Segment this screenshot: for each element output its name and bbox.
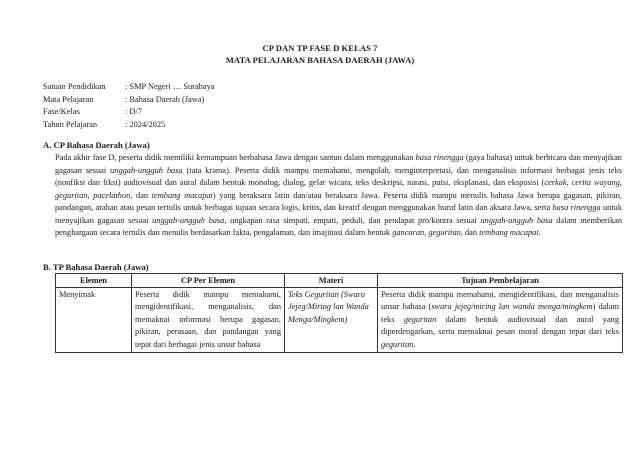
italic-term: geguritan	[428, 228, 461, 237]
meta-value: : Bahasa Daerah (Jawa)	[125, 94, 205, 104]
meta-value: : D/7	[125, 107, 142, 116]
italic-term: tembang macapat	[151, 190, 213, 200]
tp-table	[55, 273, 623, 353]
text-run: dalam memberikan penghargaan secara tertulis dan menulis berdasarkan fakta, pengalaman, dan imajinasi dalam bentuk	[55, 215, 622, 237]
header-cp-per-elemen: CP Per Elemen	[132, 274, 285, 288]
text-run: .	[538, 228, 541, 237]
section-a-heading: A. CP Bahasa Daerah (Jawa)	[43, 140, 150, 150]
text-run: Pada akhir fase D, peserta didik memiliki kemampuan berbahasa Jawa dengan santun dalam menggunakan	[55, 153, 416, 162]
italic-term: cerkak	[544, 178, 567, 187]
italic-term: swara jejeg/miring lan wanda menga/mingkem	[431, 302, 593, 312]
italic-term: basa rinengga	[552, 203, 601, 212]
meta-row	[43, 81, 214, 94]
italic-term: pacelathon	[93, 190, 131, 200]
text-run: ,	[566, 178, 572, 187]
text-run: (tata krama). Peserta didik mampu memahami, mengolah, menginterpretasi, dan menganalisis informasi berbagai jenis teks (nonfiksi dan fiksi) audiovisual dan aural dalam bentuk monolog, dialog, gelar wicara, teks deskripsi, narasi, puisi, eksplanasi, dan eksposisi (	[55, 165, 622, 187]
text-run: ,	[619, 178, 622, 187]
text-run: untuk menyajikan gagasan sesuai	[55, 203, 623, 225]
identity-block	[43, 81, 214, 131]
italic-term: unggah-ungguh basa	[110, 165, 183, 175]
section-b-heading: B. TP Bahasa Daerah (Jawa)	[43, 262, 149, 272]
meta-row	[43, 106, 214, 119]
table-header-row	[56, 274, 623, 288]
meta-label: Mata Pelajaran	[43, 94, 94, 104]
text-run: ) yang beraksara latin dan/atau beraksara Jawa. Peserta didik mampu menulis bahasa Jawa berupa gagasan, pikiran, pandangan, arahan atau pesan tertulis untuk berbagai tujuan secara logis, kritis, dan kreatif dengan menggunakan huruf latin dan aksara Jawa, serta	[55, 190, 622, 212]
cell-elemen: Menyimak	[56, 288, 132, 353]
text-run: (gaya bahasa) untuk berbicara dan menyajikan gagasan sesuai	[55, 153, 622, 175]
italic-term: gancaran	[392, 228, 425, 237]
text-run: , dan	[460, 228, 480, 237]
meta-row	[43, 94, 214, 107]
text-run: , ungkapan rasa simpati, empati, peduli, dan pendapat pro/kontra sesuai	[224, 215, 481, 225]
document-subtitle: MATA PELAJARAN BAHASA DAERAH (JAWA)	[225, 55, 415, 65]
italic-term: tembang macapat	[479, 228, 539, 237]
meta-label: Satuan Pendidikan	[43, 82, 106, 91]
text-run: dalam bentuk audiovisual dan aural yang diperdengarkan, serta memaknai pesan moral dengan tepat dari teks	[381, 314, 619, 337]
italic-term: geguritan	[403, 314, 437, 324]
text-run: , dan	[130, 190, 152, 200]
meta-row	[43, 119, 214, 132]
text-run: ,	[87, 190, 94, 200]
meta-label: Fase/Kelas	[43, 107, 80, 116]
meta-value: : 2024/2025	[125, 119, 166, 129]
italic-term: cerita wayang	[571, 178, 620, 187]
header-elemen: Elemen	[56, 274, 132, 288]
meta-value: : SMP Negeri … Surabaya	[125, 82, 215, 91]
text-run: .	[413, 339, 416, 349]
header-materi: Materi	[285, 274, 378, 288]
italic-term: unggah-ungguh basa	[152, 215, 225, 225]
cp-paragraph	[55, 152, 622, 240]
italic-term: geguritan	[55, 190, 88, 200]
table-row	[56, 288, 623, 353]
italic-term: basa rinengga	[415, 153, 464, 162]
italic-term: unggah-ungguh basa	[480, 215, 553, 225]
text-run: Peserta didik mampu memahami, mengidentifikasi, dan menganalisis unsur bahasa (	[381, 290, 619, 312]
text-run: ) dalam teks	[381, 302, 619, 324]
header-tujuan: Tujuan Pembelajaran	[378, 274, 623, 288]
text-run: ,	[424, 228, 429, 237]
cell-tujuan	[378, 288, 623, 353]
italic-term: geguritan	[381, 339, 414, 349]
meta-label: Tahun Pelajaran	[43, 119, 98, 129]
cell-materi: Teks Geguritan (Swara Jejeg/Miring lan Wanda Menga/Mingkem)	[285, 288, 378, 353]
cell-cp: Peserta didik mampu memahami, mengidentifikasi, menganalisis, dan memaknai informasi berupa gagasan, pikiran, perasaan, dan pandangan yang tepat dari berbagai jenis unsur bahasa	[132, 288, 285, 353]
document-title: CP DAN TP FASE D KELAS 7	[262, 43, 378, 53]
